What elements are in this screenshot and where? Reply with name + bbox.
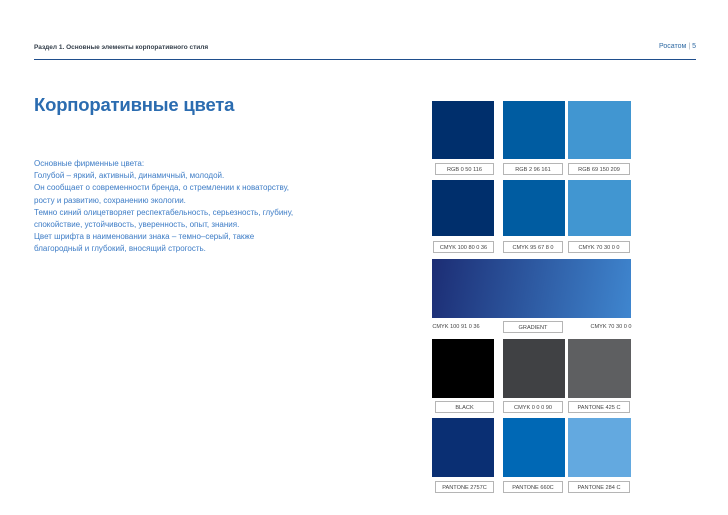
swatch-dark-blue (432, 101, 494, 159)
swatch-dark-blue (432, 180, 494, 236)
label-gradient: GRADIENT (503, 321, 563, 333)
label-pantone-light-blue: PANTONE 284 C (568, 481, 630, 493)
swatch-black (432, 339, 494, 398)
swatch-gray (568, 339, 631, 398)
description-line: Темно синий олицетворяет респектабельность, серьезность, глубину, (34, 207, 294, 217)
swatch-pantone-light-blue (568, 418, 631, 477)
swatch-pantone-blue (503, 418, 565, 477)
description-line: Основные фирменные цвета: (34, 159, 145, 168)
header-separator: | (688, 43, 693, 50)
description-line: Он сообщает о современности бренда, о стремлении к новаторству, (34, 183, 290, 193)
label-black: BLACK (435, 401, 494, 413)
section-title: Раздел 1. Основные элементы корпоративного стиля (34, 44, 209, 51)
label-cmyk-blue: CMYK 95 67 8 0 (503, 241, 563, 253)
label-gradient-left: CMYK 100 91 0 36 (432, 324, 480, 330)
description-line: спокойствие, устойчивость, уверенность, опыт, знания. (34, 220, 240, 230)
label-pantone-blue: PANTONE 660C (503, 481, 563, 493)
swatch-gradient (432, 259, 631, 318)
description (34, 158, 354, 256)
page-title: Корпоративные цвета (34, 94, 235, 115)
swatch-light-blue (568, 180, 631, 236)
swatch-dark-gray (503, 339, 565, 398)
swatch-blue (503, 101, 565, 159)
swatch-pantone-dark-blue (432, 418, 494, 477)
header-divider (34, 59, 696, 60)
label-dark-gray: CMYK 0 0 0 90 (503, 401, 563, 413)
header-brand (659, 43, 696, 50)
label-gradient-right: CMYK 70 30 0 0 (590, 324, 632, 330)
label-pantone-dark-blue: PANTONE 2757C (435, 481, 494, 493)
swatch-light-blue (568, 101, 631, 159)
description-line: благородный и глубокий, вносящий строгость. (34, 244, 206, 254)
label-rgb-blue: RGB 2 96 161 (503, 163, 563, 175)
label-cmyk-light-blue: CMYK 70 30 0 0 (568, 241, 630, 253)
description-line: Цвет шрифта в наименовании знака – темно–серый, также (34, 232, 255, 242)
swatch-blue (503, 180, 565, 236)
label-cmyk-dark-blue: CMYK 100 80 0 36 (433, 241, 494, 253)
page-number: 5 (692, 43, 696, 50)
brand-name: Росатом (659, 43, 687, 50)
label-gray: PANTONE 425 C (568, 401, 630, 413)
description-line: росту и развитию, сохранению экологии. (34, 195, 186, 205)
description-line: Голубой – яркий, активный, динамичный, молодой. (34, 171, 225, 181)
label-rgb-light-blue: RGB 69 150 209 (568, 163, 630, 175)
label-rgb-dark-blue: RGB 0 50 116 (435, 163, 494, 175)
